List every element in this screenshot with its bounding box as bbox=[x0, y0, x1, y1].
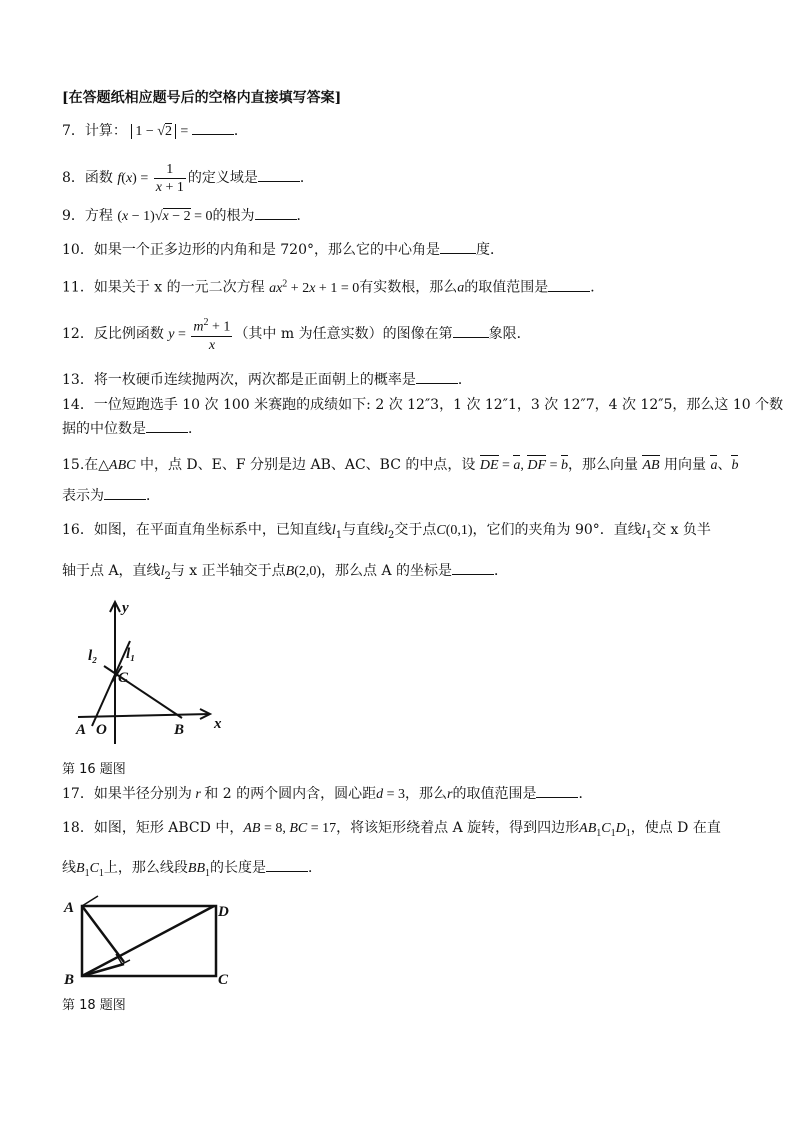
question-16: 16．如图，在平面直角坐标系中，已知直线$l_1$与直线$l_2$交于点C(0,1)，它们的夹角为 90°．直线$l_1$交 x 负半 bbox=[62, 522, 711, 541]
label-B: B bbox=[64, 972, 75, 988]
label-y: y bbox=[122, 600, 129, 616]
question-9: 9．方程 (x − 1)√x − 2 = 0的根为 ． bbox=[62, 208, 311, 224]
label-B: B bbox=[174, 722, 185, 738]
label-A: A bbox=[64, 900, 75, 916]
label-C: C bbox=[118, 670, 129, 686]
segment-AB1 bbox=[82, 906, 124, 962]
question-17: 17．如果半径分别为 r 和 2 的两个圆内含，圆心距d = 3，那么r的取值范围是 ． bbox=[62, 786, 593, 802]
answer-blank bbox=[548, 279, 590, 292]
question-14: 14．一位短跑选手 10 次 100 米赛跑的成绩如下: 2 次 12″3，1 次 12″1，3 次 12″7，4 次 12″5，那么这 10 个数 bbox=[62, 397, 784, 413]
segment-extension bbox=[82, 896, 98, 906]
answer-blank bbox=[255, 207, 297, 220]
label-x: x bbox=[214, 716, 222, 732]
math-abs-expression: 1 − √2 bbox=[131, 124, 176, 139]
fraction-m2-plus-1-over-x: $\frac{m^2 + 1}{x}$ bbox=[191, 314, 232, 354]
question-12: 12．反比例函数 y = $\frac{m^2 + 1}{x}$ （其中 m 为任意实数）的图像在第 象限． bbox=[62, 314, 531, 355]
question-11: 11．如果关于 x 的一元二次方程 $ax^2 + 2x + 1 = 0$有实数根，那么a的取值范围是 ． bbox=[62, 278, 605, 296]
question-18-line-2: 线$B_1C_1$上，那么线段$BB_1$的长度是 ． bbox=[62, 860, 323, 879]
label-l2: l₂ bbox=[88, 648, 98, 664]
question-13: 13．将一枚硬币连续抛两次，两次都是正面朝上的概率是 ． bbox=[62, 372, 472, 388]
answer-blank bbox=[453, 325, 489, 338]
question-15-line-2: 表示为 ． bbox=[62, 488, 160, 504]
fraction-1-over-x-plus-1: $\frac{1}{x + 1}$ bbox=[155, 161, 184, 195]
figure-18-caption: 第 18 题图 bbox=[62, 998, 126, 1013]
answer-blank bbox=[440, 241, 476, 254]
answer-blank bbox=[452, 562, 494, 575]
figure-16 bbox=[70, 596, 230, 746]
figure-16-caption: 第 16 题图 bbox=[62, 762, 126, 777]
question-16-line-2: 轴于点 A，直线$l_2$与 x 正半轴交于点B(2,0)，那么点 A 的坐标是 ． bbox=[62, 563, 509, 582]
question-15: 15.在△ABC 中，点 D、E、F 分别是边 AB、AC、BC 的中点，设 DE = a, DF = b，那么向量 AB 用向量 a、b bbox=[62, 455, 738, 476]
question-18: 18．如图，矩形 ABCD 中，AB = 8, BC = 17，将该矩形绕着点 A 旋转，得到四边形$AB_1C_1D_1$，使点 D 在直 bbox=[62, 820, 721, 839]
label-A: A bbox=[76, 722, 87, 738]
label-l1: l₁ bbox=[126, 646, 136, 662]
answer-blank bbox=[536, 785, 578, 798]
answer-blank bbox=[146, 420, 188, 433]
label-C: C bbox=[218, 972, 229, 988]
answer-blank bbox=[266, 859, 308, 872]
answer-blank bbox=[192, 122, 234, 135]
answer-blank bbox=[258, 169, 300, 182]
label-D: D bbox=[218, 904, 229, 920]
question-14-line-2: 据的中位数是 ． bbox=[62, 421, 202, 437]
section-header: [在答题纸相应题号后的空格内直接填写答案] bbox=[62, 90, 342, 106]
question-8: 8．函数 f(x) = $\frac{1}{x + 1}$ 的定义域是 ． bbox=[62, 161, 314, 195]
figure-18 bbox=[60, 888, 240, 988]
answer-blank bbox=[104, 487, 146, 500]
segment-B1D bbox=[82, 906, 214, 976]
answer-blank bbox=[416, 371, 458, 384]
question-7: 7．计算： 1 − √2 = ． bbox=[62, 123, 248, 139]
label-O: O bbox=[96, 722, 107, 738]
question-10: 10．如果一个正多边形的内角和是 720°，那么它的中心角是 度． bbox=[62, 242, 504, 258]
